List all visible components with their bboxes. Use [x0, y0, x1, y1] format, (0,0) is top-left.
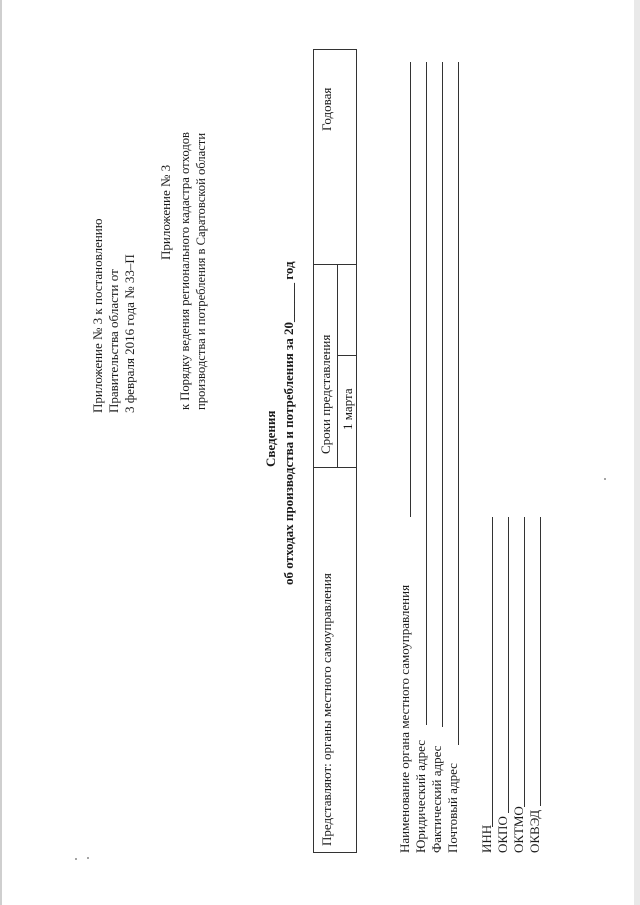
appendix-main-line1: Приложение № 3 к постановлению — [90, 218, 105, 413]
report-table-deadline-value-cell — [337, 356, 356, 468]
org-name-line — [410, 62, 411, 517]
actual-address-line — [442, 62, 443, 727]
okved-label: ОКВЭД — [527, 809, 542, 853]
legal-address-label: Юридический адрес — [413, 739, 428, 853]
report-table-who: Представляют: органы местного самоуправления — [319, 573, 334, 846]
report-table-period: Годовая — [319, 87, 334, 131]
document-subtitle: об отходах производства и потребления за 20______ год — [281, 261, 296, 585]
postal-address-line — [458, 62, 459, 745]
report-table-deadline-header: Сроки представления — [318, 334, 333, 454]
document-title: Сведения — [263, 410, 278, 467]
report-table — [313, 49, 357, 853]
report-table-empty-cell — [337, 265, 356, 356]
okpo-line — [508, 517, 509, 813]
actual-address-label: Фактический адрес — [429, 745, 444, 853]
appendix-main-line3: 3 февраля 2016 года № 33–П — [122, 254, 137, 413]
inn-line — [492, 517, 493, 827]
okpo-label: ОКПО — [495, 816, 510, 853]
postal-address-label: Почтовый адрес — [445, 763, 460, 853]
report-table-who-cell — [314, 468, 357, 853]
report-table-period-cell — [314, 50, 357, 265]
appendix-main-line2: Правительства области от — [106, 269, 121, 413]
inn-label: ИНН — [479, 824, 494, 853]
report-table-deadline-value: 1 марта — [339, 388, 355, 430]
okved-line — [540, 517, 541, 806]
appendix-sub-line2: к Порядку ведения регионального кадастра отходов — [178, 132, 192, 410]
oktmo-label: ОКТМО — [511, 806, 526, 853]
appendix-sub-line3: производства и потребления в Саратовской области — [194, 132, 208, 410]
oktmo-line — [524, 517, 525, 807]
legal-address-line — [426, 62, 427, 725]
report-table-deadline-header-cell — [314, 265, 338, 468]
appendix-sub-line1: Приложение № 3 — [158, 164, 173, 260]
org-name-label: Наименование органа местного самоуправления — [397, 584, 412, 853]
